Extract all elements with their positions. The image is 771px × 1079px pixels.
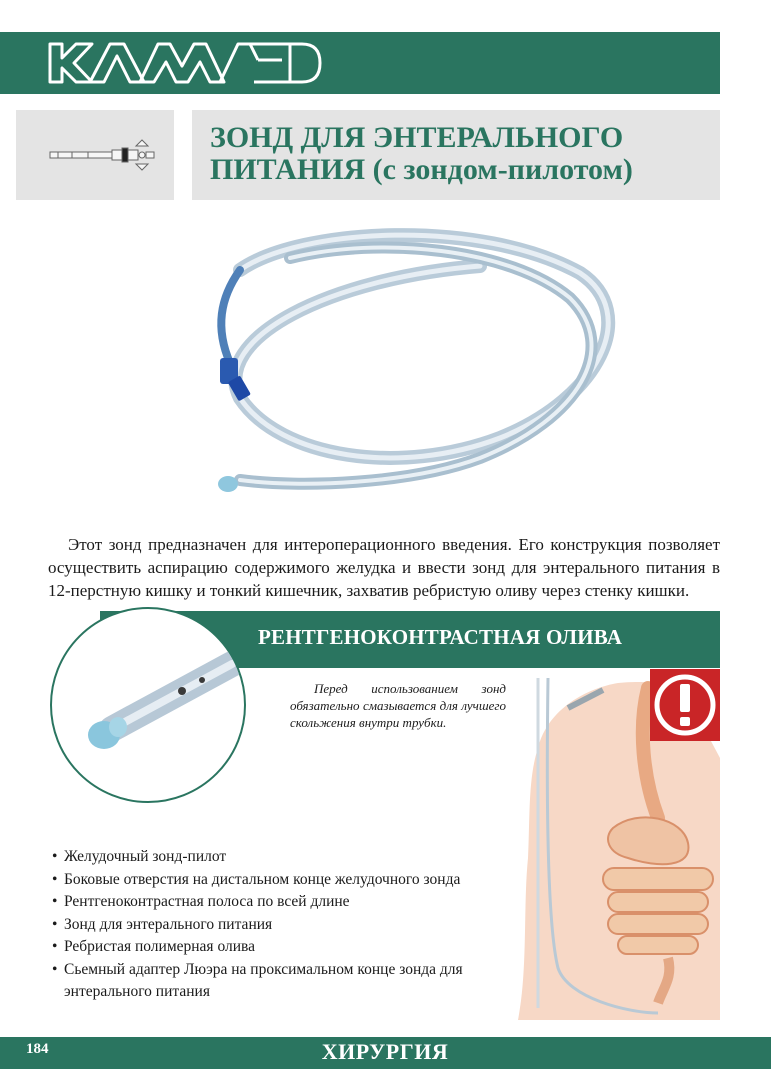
svg-text:KAMMED: KAMMED (44, 36, 49, 37)
product-title (210, 122, 710, 186)
warning-exclamation-icon (650, 669, 720, 741)
list-item: • Зонд для энтерального питания (52, 914, 492, 937)
list-item: • Ребристая полимерная олива (52, 936, 492, 959)
footer-section-name: ХИРУРГИЯ (321, 1039, 449, 1064)
product-title-line1: ЗОНД ДЛЯ ЭНТЕРАЛЬНОГО (210, 121, 624, 154)
product-title-line2: ПИТАНИЯ (с зондом-пилотом) (210, 153, 633, 186)
kammed-logo (44, 36, 324, 90)
feature-list (52, 846, 492, 1004)
product-thumbnail (16, 110, 174, 200)
product-thumbnail-panel (16, 110, 174, 200)
page-number: 184 (26, 1041, 49, 1057)
list-item: • Сьемный адаптер Люэра на проксимальном конце зонда для энтерального питания (52, 959, 492, 1004)
section-title: РЕНТГЕНОКОНТРАСТНАЯ ОЛИВА (258, 625, 623, 649)
olive-tip-detail-photo (50, 607, 246, 803)
list-item: • Рентгеноконтрастная полоса по всей длине (52, 891, 492, 914)
list-item: • Боковые отверстия на дистальном конце желудочного зонда (52, 869, 492, 892)
feeding-tube-photo (180, 218, 650, 508)
warning-box (650, 669, 720, 741)
usage-note: Перед использованием зонд обязательно смазывается для лучшего скольжения внутри трубки. (290, 681, 506, 730)
product-description: Этот зонд предназначен для интероперационного введения. Его конструкция позволяет осуществить аспирацию содержимого желудка и ввести зонд для энтерального питания в 12-перстную кишку и тонкий кишечник, захватив ребристую оливу через стенку кишки. (48, 535, 720, 600)
list-item: • Желудочный зонд-пилот (52, 846, 492, 869)
